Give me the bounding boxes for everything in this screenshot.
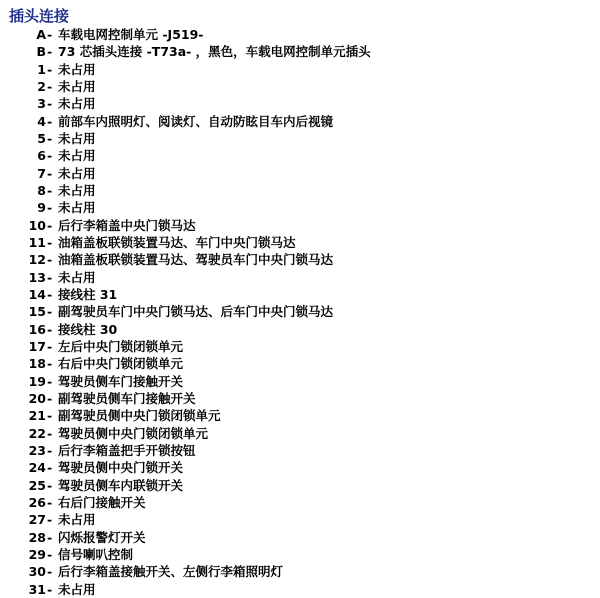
pin-label: 3	[37, 96, 46, 112]
pin-separator: -	[47, 165, 53, 181]
pin-label: 19	[28, 373, 46, 389]
pin-label: 6	[37, 148, 46, 164]
pin-separator: -	[47, 27, 53, 42]
pin-separator: -	[47, 200, 53, 216]
pin-description: 未占用	[58, 148, 96, 164]
pin-separator: -	[47, 581, 53, 597]
pin-description: 右后中央门锁闭锁单元	[58, 356, 184, 372]
pin-label: 10	[28, 217, 46, 233]
list-item	[0, 130, 600, 147]
pin-label: 16	[28, 321, 46, 337]
pin-description: 油箱盖板联锁装置马达、驾驶员车门中央门锁马达	[58, 252, 334, 268]
pin-separator: -	[47, 148, 53, 164]
pin-label: 18	[28, 356, 46, 372]
pin-separator: -	[47, 408, 53, 424]
list-item	[0, 199, 600, 216]
pin-separator: -	[47, 182, 53, 198]
pin-description: 闪烁报警灯开关	[58, 529, 146, 545]
pin-separator: -	[47, 356, 53, 372]
pin-label: 21	[28, 408, 46, 424]
pin-separator: -	[47, 61, 53, 77]
pin-separator: -	[47, 529, 53, 545]
pin-description: 未占用	[58, 581, 96, 597]
pin-label: 15	[28, 304, 46, 320]
pin-separator: -	[47, 373, 53, 389]
pin-description: 未占用	[58, 130, 96, 146]
pin-description: 接线柱 31	[58, 286, 118, 302]
list-item	[0, 234, 600, 251]
pin-separator: -	[47, 78, 53, 94]
list-item	[0, 78, 600, 95]
list-item	[0, 217, 600, 234]
list-item	[0, 338, 600, 355]
pin-description: 后行李箱盖中央门锁马达	[58, 217, 196, 233]
pin-description: 驾驶员侧车内联锁开关	[58, 477, 184, 493]
pin-label: 22	[28, 425, 46, 441]
list-item	[0, 61, 600, 78]
pin-description: 未占用	[58, 78, 96, 94]
list-item	[0, 425, 600, 442]
list-item	[0, 95, 600, 112]
list-item	[0, 355, 600, 372]
pin-separator: -	[47, 44, 53, 60]
pin-label: B	[36, 44, 46, 60]
pin-label: 23	[28, 442, 46, 458]
list-item	[0, 269, 600, 286]
pin-description: 副驾驶员侧车门接触开关	[58, 390, 196, 406]
pin-description: 未占用	[58, 269, 96, 285]
pin-separator: -	[47, 269, 53, 285]
page-title: 插头连接	[9, 7, 70, 25]
pin-separator: -	[47, 217, 53, 233]
pin-label: 12	[28, 252, 46, 268]
pin-description: 未占用	[58, 182, 96, 198]
list-item	[0, 511, 600, 528]
list-item	[0, 407, 600, 424]
pin-label: 14	[28, 286, 46, 302]
pin-description: 驾驶员侧中央门锁开关	[58, 460, 184, 476]
pin-separator: -	[47, 390, 53, 406]
pin-label: 7	[37, 165, 46, 181]
pin-description: 左后中央门锁闭锁单元	[58, 338, 184, 354]
list-item	[0, 26, 600, 43]
pin-label: 1	[37, 61, 46, 77]
list-item	[0, 546, 600, 563]
list-item	[0, 147, 600, 164]
pin-label: 8	[37, 182, 46, 198]
pin-label: 20	[28, 390, 46, 406]
pin-label: 30	[28, 564, 46, 580]
list-item	[0, 251, 600, 268]
pin-label: 13	[28, 269, 46, 285]
pin-label: 5	[37, 130, 46, 146]
list-item	[0, 581, 600, 598]
pin-separator: -	[47, 113, 53, 129]
pin-label: 24	[28, 460, 46, 476]
pin-description: 未占用	[58, 200, 96, 216]
list-item	[0, 43, 600, 60]
pin-separator: -	[47, 234, 53, 250]
list-item	[0, 563, 600, 580]
list-item	[0, 459, 600, 476]
pin-label: 29	[28, 546, 46, 562]
pin-label: 25	[28, 477, 46, 493]
pin-separator: -	[47, 494, 53, 510]
pin-description: 后行李箱盖接触开关、左侧行李箱照明灯	[58, 564, 284, 580]
pin-label: 28	[28, 529, 46, 545]
pin-separator: -	[47, 442, 53, 458]
pin-separator: -	[47, 321, 53, 337]
pin-separator: -	[47, 338, 53, 354]
pin-description: 73 芯插头连接 -T73a- ，黑色，车载电网控制单元插头	[58, 44, 371, 60]
pin-separator: -	[47, 512, 53, 528]
pin-separator: -	[47, 252, 53, 268]
list-item	[0, 390, 600, 407]
list-item	[0, 321, 600, 338]
pin-description: 副驾驶员侧中央门锁闭锁单元	[58, 408, 221, 424]
pin-separator: -	[47, 460, 53, 476]
list-item	[0, 373, 600, 390]
pin-label: 31	[28, 581, 46, 597]
pin-label: 4	[37, 113, 46, 129]
pin-separator: -	[47, 286, 53, 302]
pin-description: 前部车内照明灯、阅读灯、自动防眩目车内后视镜	[58, 113, 334, 129]
pin-description: 油箱盖板联锁装置马达、车门中央门锁马达	[58, 234, 296, 250]
list-item	[0, 303, 600, 320]
pin-label: 11	[28, 234, 46, 250]
pin-separator: -	[47, 96, 53, 112]
list-item	[0, 182, 600, 199]
pin-description: 驾驶员侧车门接触开关	[58, 373, 184, 389]
pin-separator: -	[47, 304, 53, 320]
pin-label: 27	[28, 512, 46, 528]
list-item	[0, 477, 600, 494]
list-item	[0, 494, 600, 511]
pin-description: 未占用	[58, 165, 96, 181]
pin-description: 未占用	[58, 512, 96, 528]
connector-pin-list	[0, 26, 600, 598]
pin-separator: -	[47, 477, 53, 493]
list-item	[0, 113, 600, 130]
pin-description: 未占用	[58, 96, 96, 112]
list-item	[0, 165, 600, 182]
pin-description: 右后门接触开关	[58, 494, 146, 510]
pin-label: 2	[37, 78, 46, 94]
pin-description: 车载电网控制单元 -J519-	[58, 27, 204, 42]
pin-label: 17	[28, 338, 46, 354]
pin-label: 9	[37, 200, 46, 216]
pin-description: 信号喇叭控制	[58, 546, 134, 562]
pin-separator: -	[47, 564, 53, 580]
list-item	[0, 286, 600, 303]
list-item	[0, 442, 600, 459]
pin-description: 后行李箱盖把手开锁按钮	[58, 442, 196, 458]
pin-label: 26	[28, 494, 46, 510]
list-item	[0, 529, 600, 546]
pin-separator: -	[47, 130, 53, 146]
pin-separator: -	[47, 425, 53, 441]
pin-description: 未占用	[58, 61, 96, 77]
pin-description: 副驾驶员车门中央门锁马达、后车门中央门锁马达	[58, 304, 334, 320]
pin-separator: -	[47, 546, 53, 562]
pin-description: 驾驶员侧中央门锁闭锁单元	[58, 425, 209, 441]
pin-description: 接线柱 30	[58, 321, 118, 337]
pin-label: A	[36, 27, 46, 42]
